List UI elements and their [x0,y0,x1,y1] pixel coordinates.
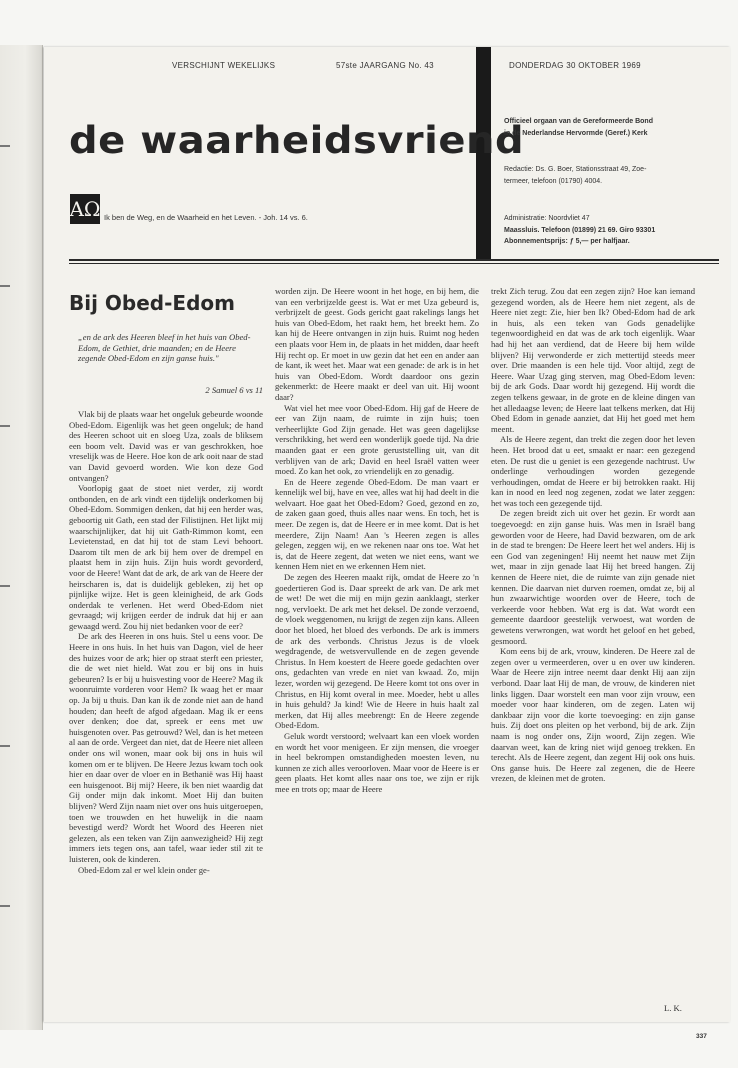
organ-info [504,116,719,139]
masthead-motto: Ik ben de Weg, en de Waarheid en het Leven. - Joh. 14 vs. 6. [104,213,308,222]
scan-mark [0,425,10,427]
masthead-rule-thin [69,263,719,264]
paragraph: En de Heere zegende Obed-Edom. De man vaart er kennelijk wel bij, have en vee, alles wat hij had deelt in die welvaart. Hoe gaat het Obed-Edom? Goed, gezond en zo, de zaken gaan goed, thuis alles naar wens. En toch, het is meer. De zegen is, dat de Heere er in mee komt. Dat is het meerdere, Zijn Naam! Aan 's Heeren zegen is alles gelegen, zeggen wij, en we rekenen naar ons toe. Wat het is, dat de Heere zegent, dat weten we niet eens, want we kennen Hem niet en we erkennen Hem niet. [275,476,479,572]
administratie-info [504,213,719,248]
redactie-line-1: Redactie: Ds. G. Boer, Stationsstraat 49, Zoe- [504,166,647,173]
page-number: 337 [696,1033,707,1040]
article-column-3 [491,286,695,784]
header-date: DONDERDAG 30 OKTOBER 1969 [509,61,641,70]
scan-left-edge [0,45,43,1030]
article-column-2 [275,286,479,795]
article-column-1 [69,409,263,875]
scripture-reference: 2 Samuel 6 vs 11 [205,385,263,395]
header-volume-issue: 57ste JAARGANG No. 43 [336,61,434,70]
admin-line-1: Administratie: Noordvliet 47 [504,215,590,222]
header-frequency: VERSCHIJNT WEKELIJKS [172,61,276,70]
alpha-omega-logo [70,194,100,224]
paragraph: Vlak bij de plaats waar het ongeluk gebeurde woonde Obed-Edom. Eigenlijk was het geen ongeluk; de hand des Heeren schoot uit en sloeg Uza, zoals de bliksem een boom velt. David was er van geschrokken, hoe vreselijk was de Heere. Hoe kon de ark ooit naar de stad van David gevoerd worden. Wie kon deze God ontvangen? [69,409,263,483]
paragraph: De ark des Heeren in ons huis. Stel u eens voor. De Heere in ons huis. In het huis van Dagon, viel de heer des huizes voor de ark; hier op straat sterft een priester, die de wet niet hield. Wat zou er bij ons in huis gebeuren? Is er bij u huisvesting voor de Heere? Mag ik woonruimte vorderen voor Hem? Ik waag het er maar op. Ja bij u thuis. Dan kan ik de zonde niet aan de hand houden; dan heeft de afgod afgedaan. Mag ik er eens over denken; doe dat, spreek er eens met uw huisgenoten over. Pas getrouwd? Wel, dan is het meteen al aan de orde. Vergeet dan niet, dat de Heere niet alleen onder ons wil wonen, maar ook bij ons in huis wil komen om er te blijven. De Heere Jezus kwam toch ook hier en daar over de vloer en in Bethanië was Hij haast een huisgenoot. Bij mij? Heere, ik ben niet waardig dat Gij onder mijn dak inkomt. Moet Hij dan buiten blijven? Werd Zijn naam niet over ons huis uitgeroepen, toen we trouwden en het huwelijk in die naam bevestigd werd? Wordt het Woord des Heeren niet gelezen, als een teken van Zijn aanwezigheid? Hij zegt immers iets tegen ons, aan tafel, waar ieder stil zit te luisteren, ook de kinderen. [69,631,263,864]
paragraph: Kom eens bij de ark, vrouw, kinderen. De Heere zal de zegen over u vermeerderen, over u en over uw kinderen. Waar de Heere zijn intree neemt daar denkt Hij aan zijn verbond. Daar laat Hij de man, de vrouw, de kinderen niet links liggen. Daar worstelt een man voor zijn vrouw, een moeder voor haar kinderen, om de zegen. Laten wij dankbaar zijn voor die korte toevoeging: en zijn ganse huis. Zij doet ons pleiten op het verbond, bij de ark. Zijn naam is nog onder ons, Zijn woord, Zijn zegen. Wie daarvan weet, kan de kring niet wijd genoeg trekken. En terecht. Als de Heere zegent, dan zegent Hij ook ons huis. Ons ganse huis. De Heere zal zegenen, die de Heere vrezen, de kleinen met de groten. [491,646,695,784]
newspaper-page [44,47,730,1040]
scan-mark [0,285,10,287]
paragraph: worden zijn. De Heere woont in het hoge, en bij hem, die van een verbrijzelde geest is. Wat er met Uza gebeurd is, verbrijzelt de geest. Gods gericht gaat rakelings langs het huis van Obed-Edom, het raakt hem, het breekt hem. Zo kan hij de Heere ontvangen in zijn huis. Ruimt nog heden een plaats voor Hem in, de plaats in het midden, daar heeft Hij recht op. Er moet in uw gezin dat het een en ander aan de kant, ik weet het. Maar wat een genade: de ark is in het huis van Obed-Edom. Wordt daardoor ons gezin gekenmerkt: de Heere maakt er deel van uit. Hij woont daar? [275,286,479,402]
author-signature: L. K. [664,1003,682,1013]
admin-line-2: Maassluis. Telefoon (01899) 21 69. Giro 93301 [504,226,656,234]
paragraph: Geluk wordt verstoord; welvaart kan een vloek worden en wordt het voor menigeen. Er zijn mensen, die vroeger in heel bekrompen omstandigheden moesten leven, nu kunnen ze zich alles veroorloven. Maar voor de Heere is er geen plaats. Het komt alles naar ons toe, we zijn er rijk mee en trots op; maar de Heere [275,730,479,794]
article-title: Bij Obed-Edom [69,291,235,315]
scan-mark [0,745,10,747]
redactie-info [504,164,719,187]
scan-mark [0,145,10,147]
scripture-quote: „en de ark des Heeren bleef in het huis van Obed-Edom, de Gethiet, drie maanden; en de Heere zegende Obed-Edom en zijn ganse huis." [78,332,251,364]
paragraph: trekt Zich terug. Zou dat een zegen zijn? Hoe kan iemand gezegend worden, als de Heere hem niet zegent, als de Heere niet zegt: Zie, hier ben Ik? Obed-Edom had de ark in huis, als een teken van Gods genadelijke tegenwoordigheid en dat was de ark toch eigenlijk. Waar had hij het aan verdiend, dat de Heere bij hem wilde blijven? Hij verwonderde er zich mettertijd steeds meer over. Drie maanden is een hele tijd. Voor altijd, zegt de Heere. Waar Uzag ging sterven, mag Obed-Edom leven: bij de ark Gods. Daar wordt hij gezegend. Hij wordt die zegen telkens gewaar, in de grote en de kleine dingen van het alledaagse leven; de Heere laat telkens merken, dat Hij Obed Edom in genade aanziet, dat Hij het goed met hem meent. [491,286,695,434]
masthead-rule [69,259,719,261]
scan-mark [0,585,10,587]
paragraph: Als de Heere zegent, dan trekt die zegen door het leven heen. Het brood dat u eet, smaakt er naar: een gezegend eten. De rust die u geniet is een gezegende nachtrust. Uw onderlinge verhoudingen worden gezegende verhoudingen, omdat de Heere er bij betrokken raakt. Hij kan in nood en leed nog zegenen, zodat we later zeggen: het was toch een gezegende tijd. [491,434,695,508]
admin-line-3: Abonnementsprijs: ƒ 5,— per halfjaar. [504,238,630,245]
paragraph: Obed-Edom zal er wel klein onder ge- [78,864,210,875]
paragraph: Wat viel het mee voor Obed-Edom. Hij gaf de Heere de eer van Zijn naam, de ruimte in zijn huis; toen verheerlijkte God Zijn genade. Het was geen dagelijkse verschrikking, het werd een wonderlijk goede tijd. Na drie maanden gaat er een grote geruststelling uit, van dit verblijven van de ark; David en heel Israël vatten weer moed. Zo kan het ook, zo vriendelijk en zo genadig. [275,402,479,477]
organ-line-2: in de Nederlandse Hervormde (Geref.) Kerk [504,129,648,137]
redactie-line-2: termeer, telefoon (01790) 4004. [504,177,603,185]
masthead-title: de waarheidsvriend [69,119,525,162]
organ-line-1: Officieel orgaan van de Gereformeerde Bond [504,118,653,125]
paragraph: Voorlopig gaat de stoet niet verder, zij wordt ontbonden, en de ark vindt een tijdelijk onderkomen bij Obed-Edom. Sommigen denken, dat hij een herder was, geboortig uit Gath, een stad der Filistijnen. Het lijkt mij waarschijnlijker, dat hij uit Gath-Rimmon komt, een Levietenstad, en dat hij tot de stam Levi behoort. Daarom tilt men de ark bij hem over de drempel en plaatst hem in zijn huis. Zijn huis wordt gevorderd, voor de Heere! Want dat de ark, de ark van de Heere der heirscharen is, dat is duidelijk gebleken, zij het op pijnlijke wijze. Het is geen kleinigheid, de ark Gods onderdak te verlenen. Het werd Obed-Edom niet gevraagd; wij krijgen eerder de indruk dat hij er aan gewaagd werd. Zou hij niet bedanken voor de eer? [69,483,263,631]
logo-text: AΩ [69,197,101,221]
scan-mark [0,905,10,907]
paragraph: De zegen breidt zich uit over het gezin. Er wordt aan toegevoegd: en zijn ganse huis. Was men in Israël bang geworden voor de Heere, had David bezwaren, om de ark in de stad te brengen: De Heere leert het wel anders. Hij is een God van zegeningen! Hij neemt het nauw met Zijn wet, maar in zijn genade laat Hij het breed hangen. Zij kennen de Heere niet, die de ruimte van zijn genade niet kennen. Die daarvan niet durven roemen, omdat ze, bij al hun zwaarwichtige woorden over de Heere, toch de verkeerde voor hebben. Wat erg is dat. Wat wordt een gemeente daardoor geestelijk verwoest, wat worden de gewetens verwrongen, wat wordt het geloof en het gebed, gesmoord. [491,508,695,646]
paragraph: De zegen des Heeren maakt rijk, omdat de Heere zo 'n goedertieren God is. Daar spreekt de ark van. De ark met de wet! De wet die mij en mijn gezin aanklaagt, sterker nog, vervloekt. De ark met het deksel. De zonde verzoend, de vloek weggenomen, nu krijgt de zegen zijn kans. Alleen door het bloed, het bloed des verbonds. De ark is immers de ark des verbonds. Christus Jezus is de vloek wegdragende, de wetsvervullende en de zegen gevende Christus. In Hem koestert de Heere goede gedachten over ons, gedachten van vrede en niet van kwaad. Zo, mijn lezer, worden wij gezegend. De Heere komt tot ons over in Christus, en Hij komt overal in mee. Moeder, hebt u alles in huis gehuld? Ja kind! Wie de Heere in huis haalt zal merken, dat Hij alles meebrengt: En de Heere zegende Obed-Edom. [275,572,479,731]
